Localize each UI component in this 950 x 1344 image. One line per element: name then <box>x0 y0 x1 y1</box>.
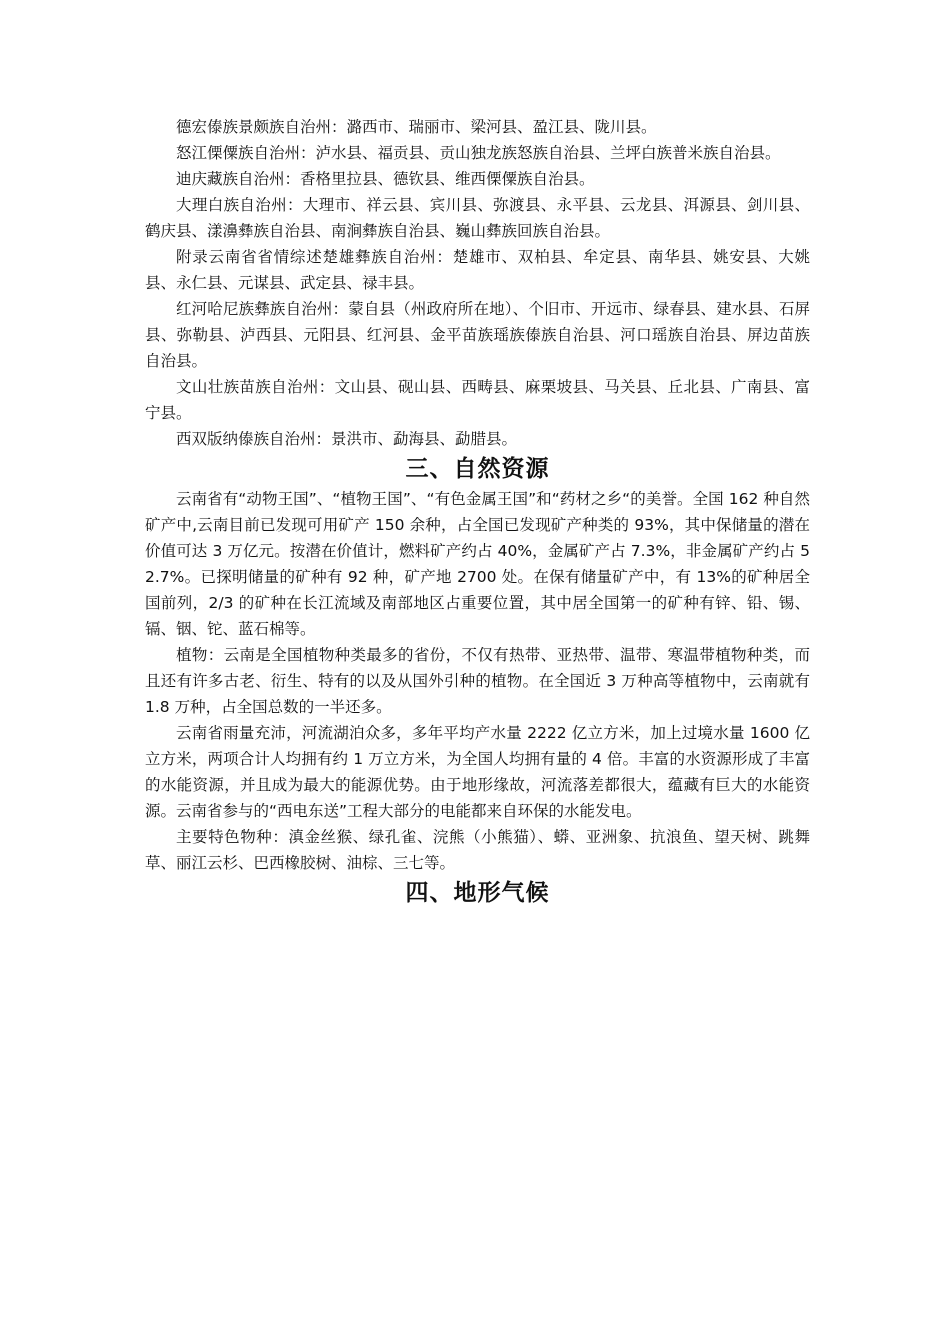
paragraph-nujiang: 怒江傈僳族自治州：泸水县、福贡县、贡山独龙族怒族自治县、兰坪白族普米族自治县。 <box>176 144 781 162</box>
paragraph-chuxiong: 附录云南省省情综述楚雄彝族自治州：楚雄市、双柏县、牟定县、南华县、姚安县、大姚县、永仁县、元谋县、武定县、禄丰县。 <box>145 248 810 292</box>
paragraph-plants: 植物：云南是全国植物种类最多的省份，不仅有热带、亚热带、温带、寒温带植物种类，而且还有许多古老、衍生、特有的以及从国外引种的植物。在全国近 3 万种高等植物中，云南就有 1.8 万种，占全国总数的一半还多。 <box>145 646 810 716</box>
paragraph-minerals: 云南省有“动物王国”、“植物王国”、“有色金属王国”和“药材之乡“的美誉。全国 162 种自然矿产中,云南目前已发现可用矿产 150 余种，占全国已发现矿产种类的 93%，其中保储量的潜在价值可达 3 万亿元。按潜在价值计，燃料矿产约占 40%，金属矿产占 7.3%，非金属矿产约占 52.7%。已探明储量的矿种有 92 种，矿产地 2700 处。在保有储量矿产中，有 13%的矿种居全国前列，2/3 的矿种在长江流域及南部地区占重要位置，其中居全国第一的矿种有锌、铅、锡、镉、铟、铊、蓝石棉等。 <box>145 490 810 638</box>
paragraph-species: 主要特色物种：滇金丝猴、绿孔雀、浣熊（小熊猫）、蟒、亚洲象、抗浪鱼、望天树、跳舞草、丽江云杉、巴西橡胶树、油棕、三七等。 <box>145 828 810 872</box>
paragraph-xishuangbanna: 西双版纳傣族自治州：景洪市、勐海县、勐腊县。 <box>176 430 518 448</box>
paragraph-diqing: 迪庆藏族自治州：香格里拉县、德钦县、维西傈僳族自治县。 <box>176 170 595 188</box>
paragraph-wenshan: 文山壮族苗族自治州：文山县、砚山县、西畴县、麻栗坡县、马关县、丘北县、广南县、富宁县。 <box>145 378 810 422</box>
section-heading-natural-resources: 三、自然资源 <box>405 456 550 482</box>
paragraph-dehong: 德宏傣族景颇族自治州：潞西市、瑞丽市、梁河县、盈江县、陇川县。 <box>176 118 657 136</box>
section-heading-terrain-climate: 四、地形气候 <box>405 880 550 906</box>
paragraph-dali: 大理白族自治州：大理市、祥云县、宾川县、弥渡县、永平县、云龙县、洱源县、剑川县、鹤庆县、漾濞彝族自治县、南涧彝族自治县、巍山彝族回族自治县。 <box>145 196 810 240</box>
document-body <box>145 114 810 910</box>
paragraph-honghe: 红河哈尼族彝族自治州：蒙自县（州政府所在地）、个旧市、开远市、绿春县、建水县、石屏县、弥勒县、泸西县、元阳县、红河县、金平苗族瑶族傣族自治县、河口瑶族自治县、屏边苗族自治县。 <box>145 300 810 370</box>
paragraph-water: 云南省雨量充沛，河流湖泊众多，多年平均产水量 2222 亿立方米，加上过境水量 1600 亿立方米，两项合计人均拥有约 1 万立方米，为全国人均拥有量的 4 倍。丰富的水资源形成了丰富的水能资源，并且成为最大的能源优势。由于地形缘故，河流落差都很大，蕴藏有巨大的水能资源。云南省参与的“西电东送”工程大部分的电能都来自环保的水能发电。 <box>145 724 810 820</box>
